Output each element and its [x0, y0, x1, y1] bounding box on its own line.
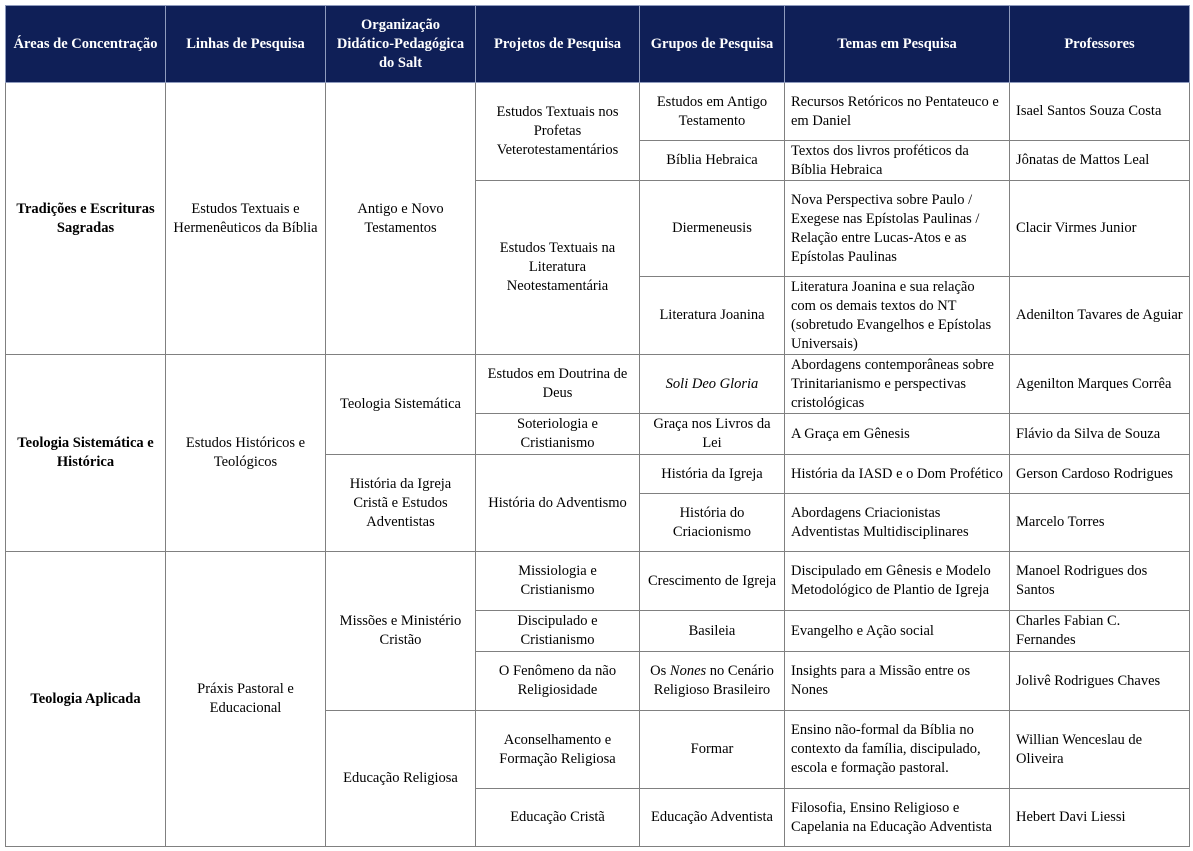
tema-cell: Discipulado em Gênesis e Modelo Metodológico de Plantio de Igreja — [785, 552, 1010, 611]
tema-cell: Literatura Joanina e sua relação com os demais textos do NT (sobretudo Evangelhos e Epístolas Universais) — [785, 277, 1010, 355]
grupo-cell: Bíblia Hebraica — [640, 141, 785, 181]
organizacao-cell: Educação Religiosa — [326, 711, 476, 847]
professor-cell: Agenilton Marques Corrêa — [1010, 355, 1190, 414]
tema-cell: Abordagens Criacionistas Adventistas Multidisciplinares — [785, 494, 1010, 552]
grupo-prefix: Os — [650, 663, 670, 679]
table-row — [6, 83, 1190, 141]
professor-cell: Gerson Cardoso Rodrigues — [1010, 455, 1190, 494]
linha-cell: Estudos Históricos e Teológicos — [166, 355, 326, 552]
projeto-cell: Estudos em Doutrina de Deus — [476, 355, 640, 414]
projeto-cell: Educação Cristã — [476, 789, 640, 847]
tema-cell: Filosofia, Ensino Religioso e Capelania na Educação Adventista — [785, 789, 1010, 847]
header-linhas: Linhas de Pesquisa — [166, 6, 326, 83]
area-cell: Teologia Sistemática e Histórica — [6, 355, 166, 552]
grupo-cell: Basileia — [640, 611, 785, 652]
tema-cell: Abordagens contemporâneas sobre Trinitarianismo e perspectivas cristológicas — [785, 355, 1010, 414]
tema-cell: Nova Perspectiva sobre Paulo / Exegese nas Epístolas Paulinas / Relação entre Lucas-Atos e as Epístolas Paulinas — [785, 181, 1010, 277]
header-projetos: Projetos de Pesquisa — [476, 6, 640, 83]
professor-cell: Adenilton Tavares de Aguiar — [1010, 277, 1190, 355]
linha-cell: Práxis Pastoral e Educacional — [166, 552, 326, 847]
research-table-container — [5, 5, 1190, 847]
projeto-cell: Discipulado e Cristianismo — [476, 611, 640, 652]
grupo-cell: Estudos em Antigo Testamento — [640, 83, 785, 141]
professor-cell: Willian Wenceslau de Oliveira — [1010, 711, 1190, 789]
projeto-cell: O Fenômeno da não Religiosidade — [476, 652, 640, 711]
area-cell: Teologia Aplicada — [6, 552, 166, 847]
grupo-cell: História da Igreja — [640, 455, 785, 494]
grupo-cell: História do Criacionismo — [640, 494, 785, 552]
grupo-cell — [640, 652, 785, 711]
professor-cell: Marcelo Torres — [1010, 494, 1190, 552]
tema-cell: Evangelho e Ação social — [785, 611, 1010, 652]
table-row — [6, 552, 1190, 611]
grupo-cell: Crescimento de Igreja — [640, 552, 785, 611]
header-grupos: Grupos de Pesquisa — [640, 6, 785, 83]
grupo-italic-text: Nones — [669, 663, 707, 679]
professor-cell: Flávio da Silva de Souza — [1010, 414, 1190, 455]
table-row — [6, 355, 1190, 414]
grupo-cell: Educação Adventista — [640, 789, 785, 847]
grupo-suffix: no Cenário Religioso Brasileiro — [653, 663, 774, 698]
projeto-cell: História do Adventismo — [476, 455, 640, 552]
organizacao-cell: Teologia Sistemática — [326, 355, 476, 455]
tema-cell: Textos dos livros proféticos da Bíblia Hebraica — [785, 141, 1010, 181]
professor-cell: Jolivê Rodrigues Chaves — [1010, 652, 1190, 711]
professor-cell: Hebert Davi Liessi — [1010, 789, 1190, 847]
organizacao-cell: Antigo e Novo Testamentos — [326, 83, 476, 355]
organizacao-cell: História da Igreja Cristã e Estudos Adventistas — [326, 455, 476, 552]
grupo-cell: Graça nos Livros da Lei — [640, 414, 785, 455]
header-professores: Professores — [1010, 6, 1190, 83]
tema-cell: A Graça em Gênesis — [785, 414, 1010, 455]
organizacao-cell: Missões e Ministério Cristão — [326, 552, 476, 711]
tema-cell: Insights para a Missão entre os Nones — [785, 652, 1010, 711]
linha-cell: Estudos Textuais e Hermenêuticos da Bíblia — [166, 83, 326, 355]
grupo-cell: Literatura Joanina — [640, 277, 785, 355]
professor-cell: Jônatas de Mattos Leal — [1010, 141, 1190, 181]
projeto-cell: Estudos Textuais nos Profetas Veterotestamentários — [476, 83, 640, 181]
professor-cell: Charles Fabian C. Fernandes — [1010, 611, 1190, 652]
projeto-cell: Aconselhamento e Formação Religiosa — [476, 711, 640, 789]
professor-cell: Manoel Rodrigues dos Santos — [1010, 552, 1190, 611]
research-table — [5, 5, 1190, 847]
grupo-cell — [640, 355, 785, 414]
header-areas: Áreas de Concentração — [6, 6, 166, 83]
header-temas: Temas em Pesquisa — [785, 6, 1010, 83]
header-row — [6, 6, 1190, 83]
projeto-cell: Missiologia e Cristianismo — [476, 552, 640, 611]
tema-cell: Ensino não-formal da Bíblia no contexto da família, discipulado, escola e formação pastoral. — [785, 711, 1010, 789]
header-organizacao: Organização Didático-Pedagógica do Salt — [326, 6, 476, 83]
projeto-cell: Soteriologia e Cristianismo — [476, 414, 640, 455]
area-cell: Tradições e Escrituras Sagradas — [6, 83, 166, 355]
tema-cell: História da IASD e o Dom Profético — [785, 455, 1010, 494]
professor-cell: Isael Santos Souza Costa — [1010, 83, 1190, 141]
grupo-italic-text: Soli Deo Gloria — [665, 375, 759, 392]
professor-cell: Clacir Virmes Junior — [1010, 181, 1190, 277]
projeto-cell: Estudos Textuais na Literatura Neotestamentária — [476, 181, 640, 355]
grupo-cell: Formar — [640, 711, 785, 789]
grupo-cell: Diermeneusis — [640, 181, 785, 277]
tema-cell: Recursos Retóricos no Pentateuco e em Daniel — [785, 83, 1010, 141]
